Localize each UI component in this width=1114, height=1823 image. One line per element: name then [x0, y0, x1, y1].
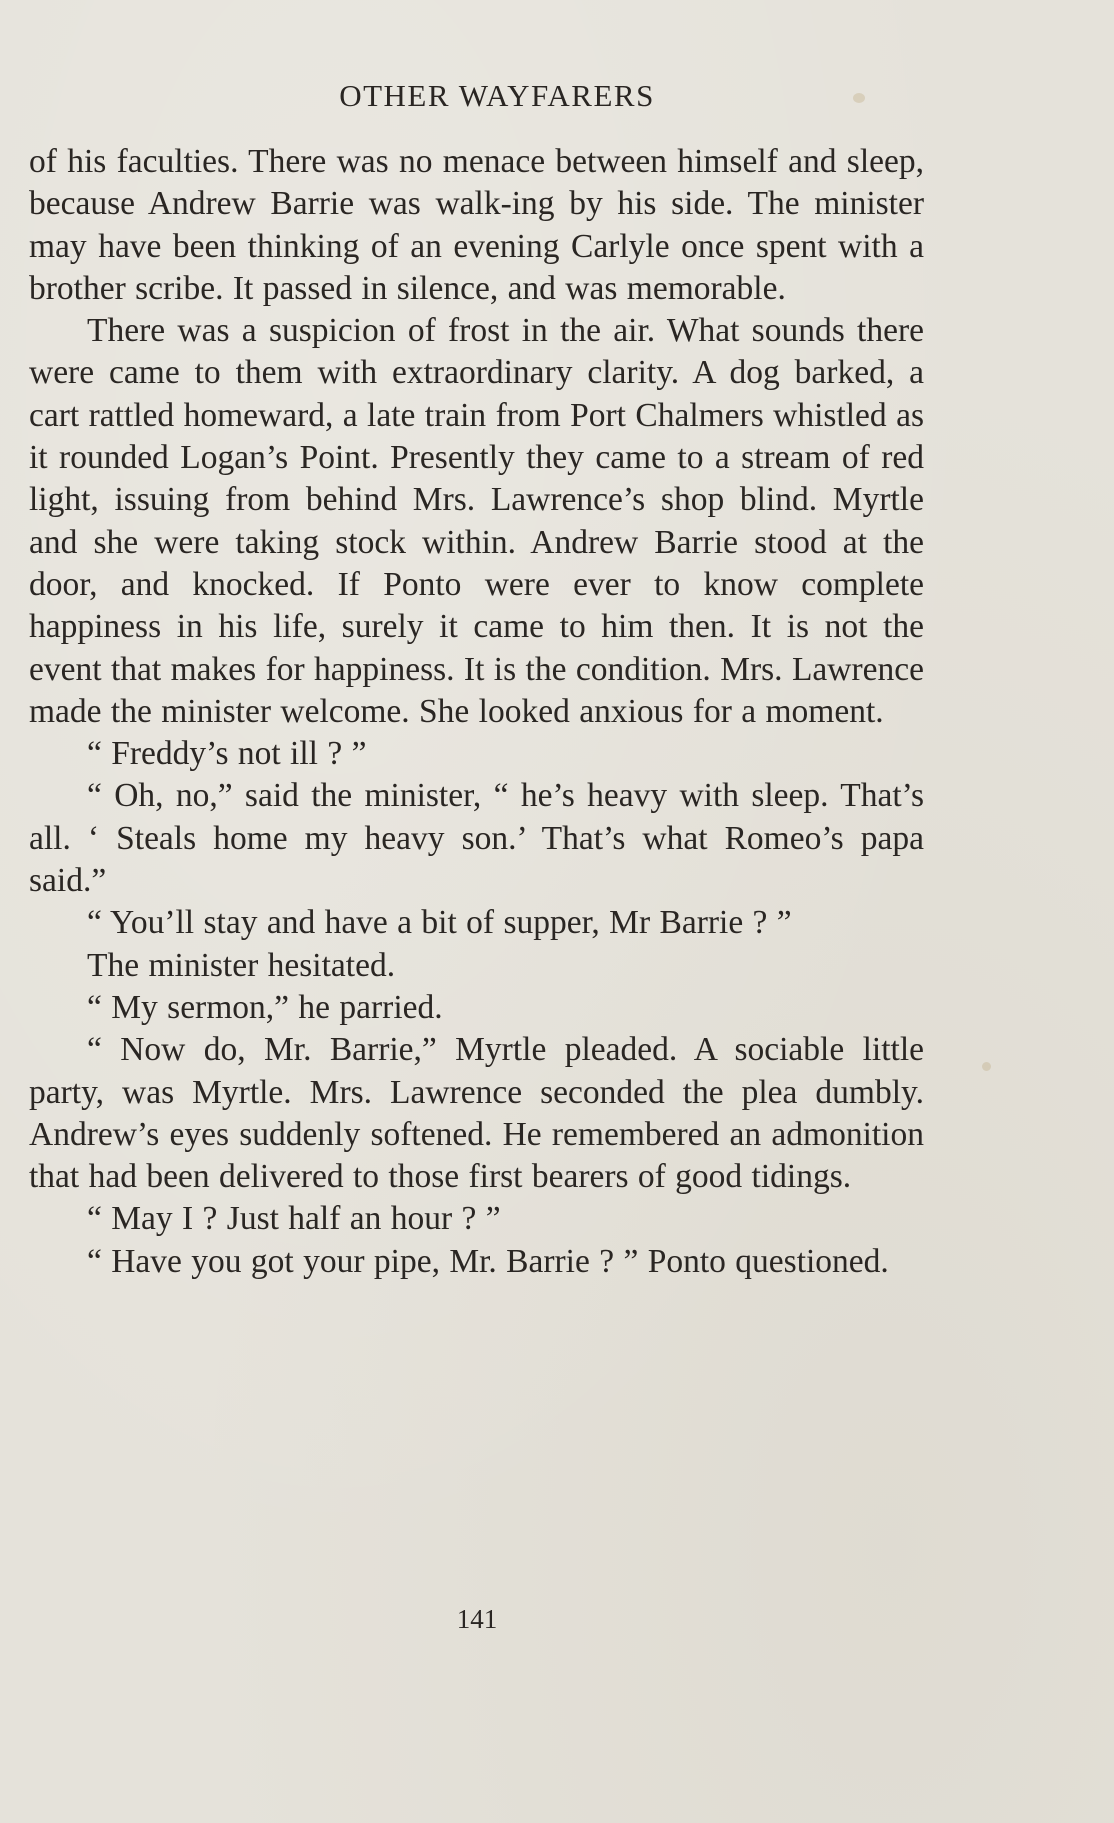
- paragraph: “ Have you got your pipe, Mr. Barrie ? ” Ponto questioned.: [87, 1242, 889, 1280]
- paragraph: There was a suspicion of frost in the air. What sounds there were came to them with extraordinary clarity. A dog barked, a cart rattled homeward, a late train from Port Chalmers whistled as it rounded Logan’s Point. Presently they came to a stream of red light, issuing from behind Mrs. Lawrence’s shop blind. Myrtle and she were taking stock within. Andrew Barrie stood at the door, and knocked. If Ponto were ever to know complete happiness in his life, surely it came to him then. It is not the event that makes for happiness. It is the condition. Mrs. Lawrence made the minister welcome. She looked anxious for a moment.: [29, 312, 924, 730]
- paragraph: The minister hesitated.: [87, 946, 396, 984]
- paragraph: “ May I ? Just half an hour ? ”: [87, 1200, 501, 1238]
- paragraph: “ Oh, no,” said the minister, “ he’s heavy with sleep. That’s all. ‘ Steals home my heavy son.’ That’s what Romeo’s papa said.”: [29, 777, 924, 900]
- paragraph: “ You’ll stay and have a bit of supper, Mr Barrie ? ”: [87, 904, 792, 942]
- paragraph: “ Freddy’s not ill ? ”: [87, 735, 367, 773]
- page-number: 141: [456, 1604, 498, 1634]
- paragraph: “ My sermon,” he parried.: [87, 988, 443, 1026]
- body-text: [29, 141, 924, 1283]
- running-head: OTHER WAYFARERS: [339, 78, 655, 113]
- paragraph: “ Now do, Mr. Barrie,” Myrtle pleaded. A sociable little party, was Myrtle. Mrs. Lawrence seconded the plea dumbly. Andrew’s eyes suddenly softened. He remembered an admonition that had been delivered to those first bearers of good tidings.: [29, 1031, 924, 1196]
- paper-speck: [982, 1062, 991, 1071]
- paragraph: of his faculties. There was no menace between himself and sleep, because Andrew Barrie was walk-ing by his side. The minister may have been thinking of an evening Carlyle once spent with a brother scribe. It passed in silence, and was memorable.: [29, 143, 924, 307]
